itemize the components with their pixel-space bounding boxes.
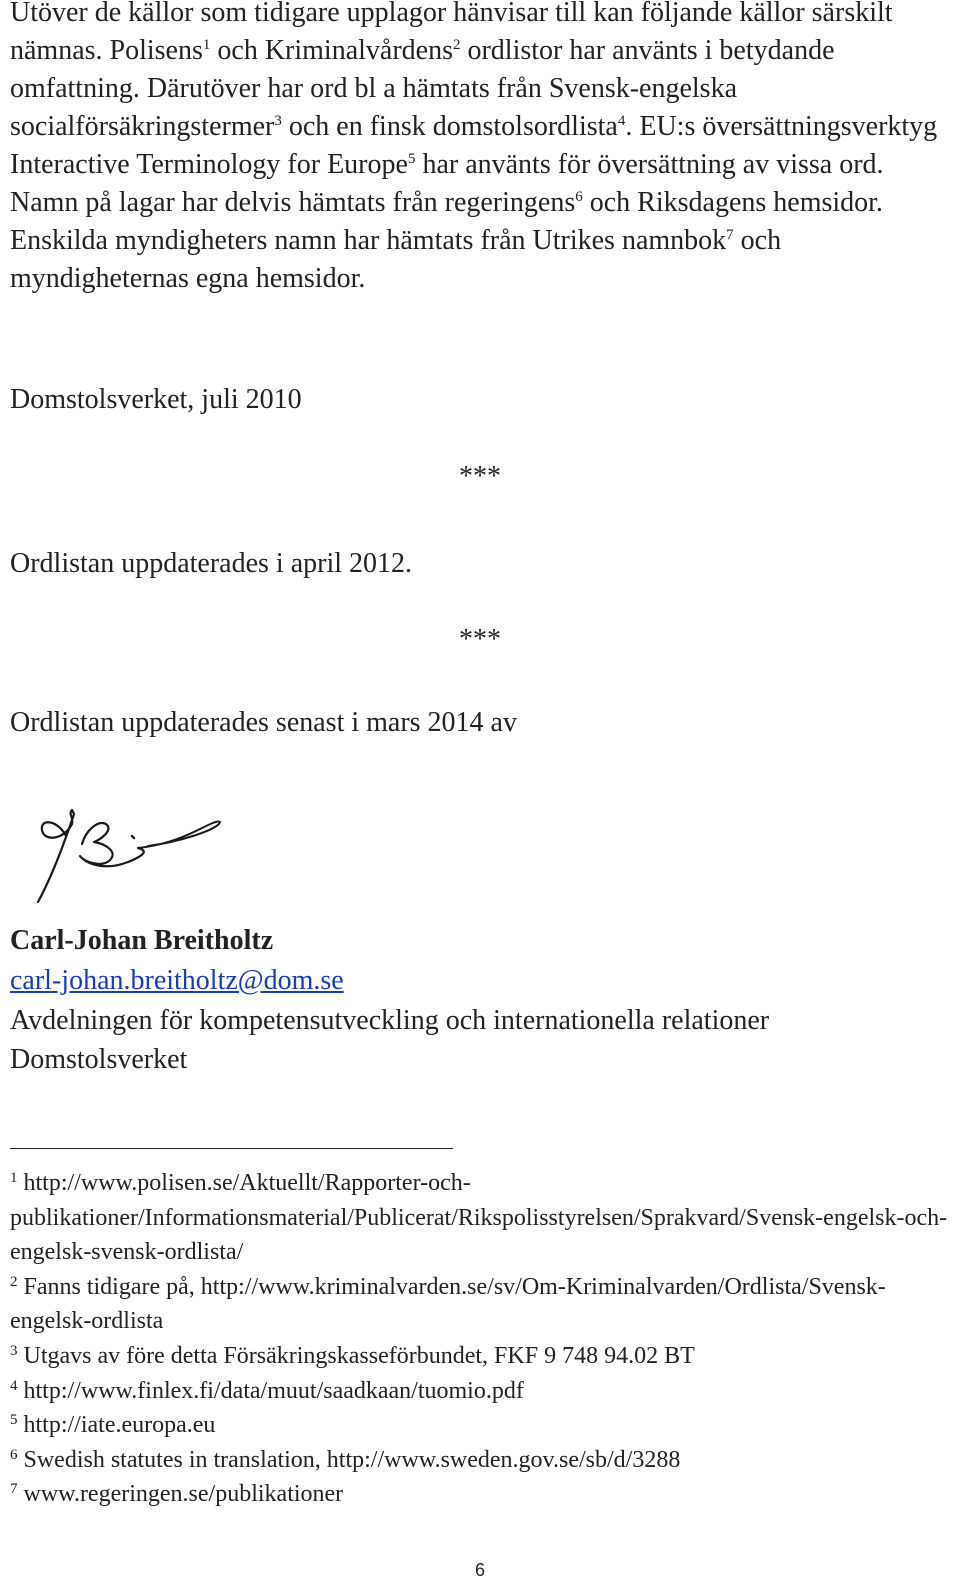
author-email-link[interactable]: carl-johan.breitholtz@dom.se <box>10 965 344 996</box>
footnote-number: 4 <box>10 1377 18 1394</box>
intro-text: ordlistor har använts i betydande omfattning. Därutöver har ord bl a hämtats från Svensk-engelska socialförsäkringstermer <box>10 35 835 142</box>
intro-text: och myndigheternas egna hemsidor. <box>10 225 782 294</box>
intro-paragraph <box>10 0 950 298</box>
footnote-ref[interactable]: 4 <box>617 113 626 129</box>
footnote-text[interactable]: http://iate.europa.eu <box>17 1412 216 1439</box>
footnotes <box>10 1166 950 1512</box>
intro-text: och Riksdagens hemsidor. Enskilda myndigheters namn har hämtats från Utrikes namnbok <box>10 187 883 256</box>
footnote-number: 2 <box>10 1273 18 1290</box>
footnote-text[interactable]: http://www.finlex.fi/data/muut/saadkaan/tuomio.pdf <box>17 1377 524 1404</box>
footnote-item <box>10 1443 950 1478</box>
author-organization: Domstolsverket <box>10 1044 188 1075</box>
signature-image <box>28 800 228 910</box>
footnote-item <box>10 1166 950 1270</box>
footnote-item <box>10 1374 950 1409</box>
dated-line: Domstolsverket, juli 2010 <box>10 384 302 415</box>
footnote-text[interactable]: http://www.polisen.se/Aktuellt/Rapporter-och-publikationer/Informationsmaterial/Publicerat/Rikspolisstyrelsen/Sprakvard/Svensk-engelsk-och-engelsk-svensk-ordlista/ <box>10 1170 948 1266</box>
separator: *** <box>459 624 501 655</box>
separator: *** <box>459 461 501 492</box>
intro-text: och en finsk domstolsordlista <box>281 111 618 142</box>
footnote-number: 7 <box>10 1481 18 1498</box>
footnote-ref[interactable]: 5 <box>407 151 416 167</box>
footnote-ref[interactable]: 2 <box>452 37 461 53</box>
footnote-ref[interactable]: 6 <box>575 189 583 205</box>
intro-text: Utöver de källor som tidigare upplagor hänvisar till kan följande källor särskilt nämnas. Polisens <box>10 0 893 66</box>
author-department: Avdelningen för kompetensutveckling och internationella relationer <box>10 1005 770 1036</box>
footnote-text: Utgavs av före detta Försäkringskasseförbundet, FKF 9 748 94.02 BT <box>17 1342 695 1369</box>
footnote-item <box>10 1339 950 1374</box>
update-2012-line: Ordlistan uppdaterades i april 2012. <box>10 548 413 579</box>
intro-text: och Kriminalvårdens <box>210 35 453 66</box>
footnote-number: 6 <box>10 1446 18 1463</box>
footnote-ref[interactable]: 3 <box>274 113 282 129</box>
page-number: 6 <box>474 1560 485 1580</box>
update-2014-line: Ordlistan uppdaterades senast i mars 2014 av <box>10 707 517 738</box>
footnote-divider <box>10 1148 453 1149</box>
footnote-text[interactable]: Swedish statutes in translation, http://www.sweden.gov.se/sb/d/3288 <box>17 1446 681 1473</box>
footnote-item <box>10 1477 950 1512</box>
footnote-number: 3 <box>10 1342 18 1359</box>
author-name: Carl-Johan Breitholtz <box>10 925 274 956</box>
footnote-number: 1 <box>10 1170 18 1186</box>
footnote-text[interactable]: Fanns tidigare på, http://www.kriminalvarden.se/sv/Om-Kriminalvarden/Ordlista/Svensk-engelsk-ordlista <box>10 1273 886 1335</box>
footnote-number: 5 <box>10 1412 18 1429</box>
intro-text: har använts för översättning av vissa ord. Namn på lagar har delvis hämtats från regeringens <box>10 149 884 218</box>
footnote-item <box>10 1270 950 1339</box>
footnote-ref[interactable]: 7 <box>726 227 734 243</box>
intro-text: . EU:s översättningsverktyg Interactive Terminology for Europe <box>10 111 938 180</box>
footnote-ref[interactable]: 1 <box>202 37 211 53</box>
footnote-item <box>10 1408 950 1443</box>
footnote-text[interactable]: www.regeringen.se/publikationer <box>17 1481 344 1508</box>
